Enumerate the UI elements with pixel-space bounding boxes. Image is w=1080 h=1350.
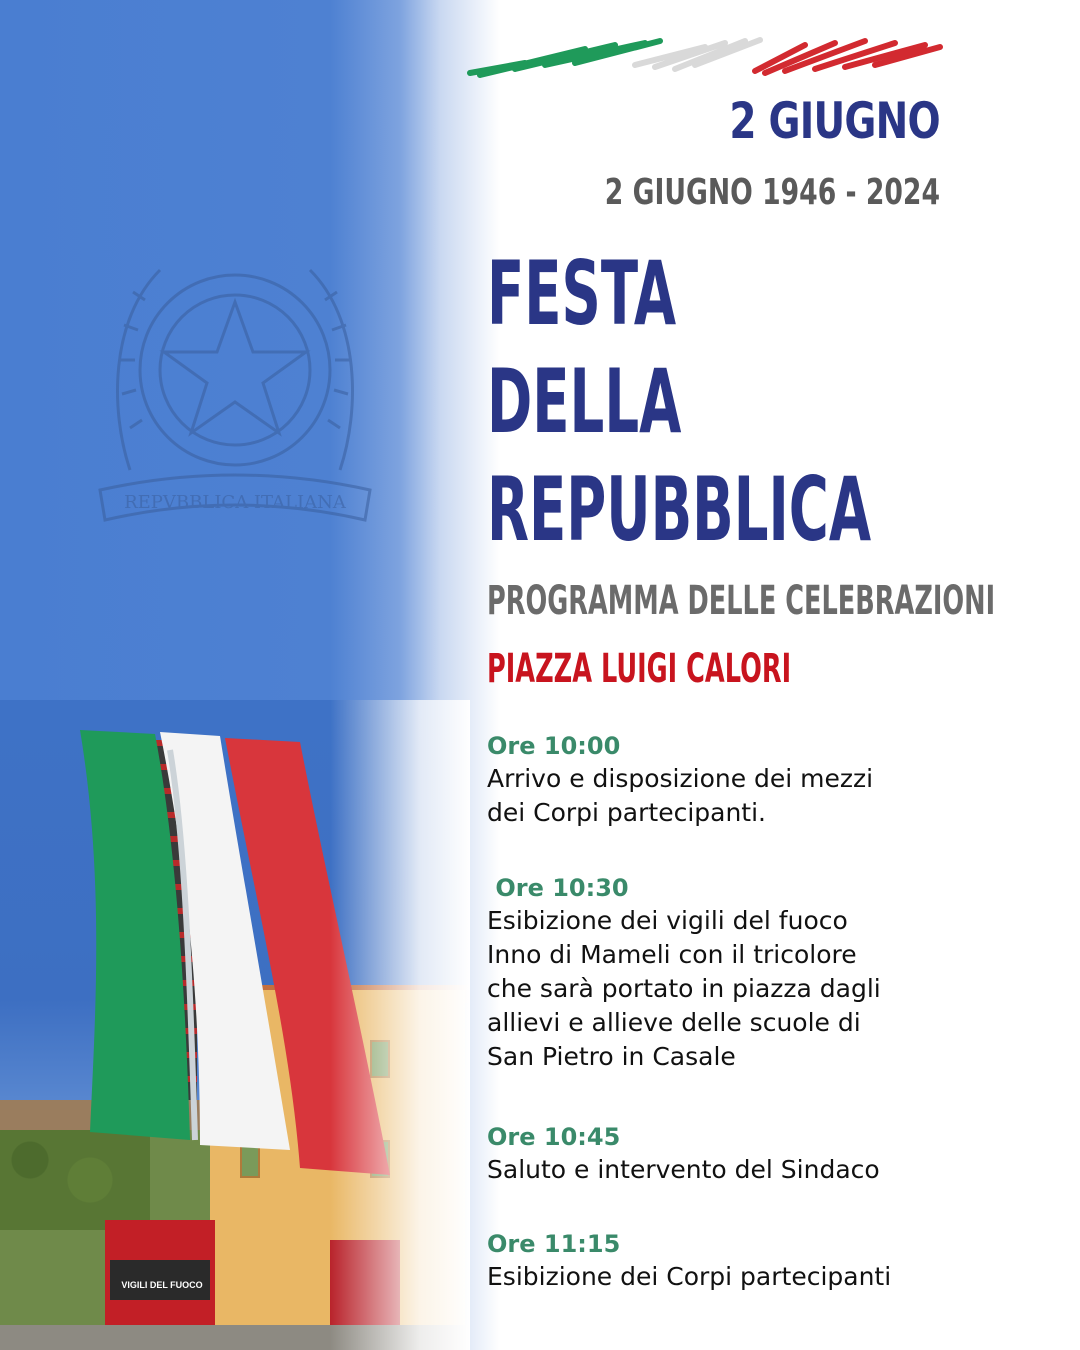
emblem-text: REPVBBLICA ITALIANA: [124, 492, 346, 513]
event-item: [487, 872, 1047, 1074]
event-description: Esibizione dei Corpi partecipanti: [487, 1262, 892, 1291]
main-title: [487, 240, 871, 564]
event-item: [487, 1121, 1047, 1187]
event-description: Arrivo e disposizione dei mezzi dei Corpi partecipanti.: [487, 764, 874, 827]
program-subtitle: PROGRAMMA DELLE CELEBRAZIONI: [487, 578, 996, 624]
event-time: Ore 10:45: [487, 1123, 621, 1151]
event-item: [487, 730, 1047, 830]
event-item: [487, 1228, 1047, 1294]
flag-ceremony-photo: [0, 700, 470, 1350]
location-title: PIAZZA LUIGI CALORI: [487, 646, 792, 692]
photo-fade-right: [330, 700, 470, 1350]
date-range: 2 GIUGNO 1946 - 2024: [604, 172, 940, 213]
italian-republic-emblem-icon: [90, 240, 380, 560]
tricolor-brush-strokes: [465, 35, 945, 80]
event-description: Esibizione dei vigili del fuoco Inno di Mameli con il tricolore che sarà portato in piazza dagli allievi e allieve delle scuole di San Pietro in Casale: [487, 906, 881, 1071]
event-time: Ore 10:30: [487, 874, 629, 902]
event-time: Ore 11:15: [487, 1230, 621, 1258]
event-time: Ore 10:00: [487, 732, 621, 760]
date-title: 2 GIUGNO: [729, 92, 940, 150]
event-description: Saluto e intervento del Sindaco: [487, 1155, 880, 1184]
fire-truck-label: VIGILI DEL FUOCO: [121, 1280, 203, 1290]
title-line: REPUBBLICA: [487, 458, 872, 561]
title-line: DELLA: [487, 350, 682, 453]
title-line: FESTA: [487, 242, 677, 345]
